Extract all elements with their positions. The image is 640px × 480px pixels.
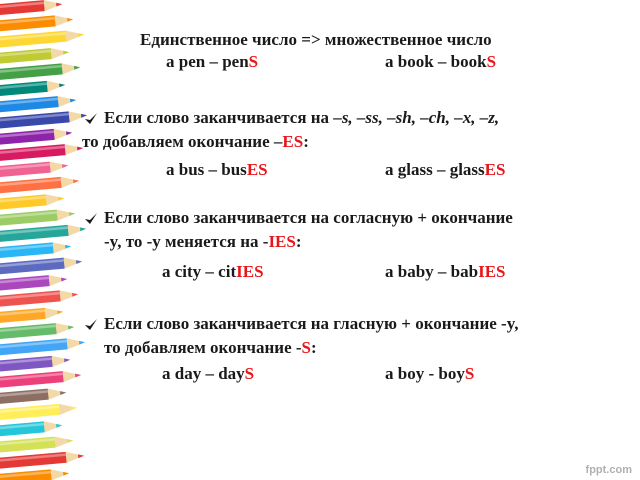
example-baby: a baby – babIES xyxy=(385,262,506,281)
pencil-icon xyxy=(0,47,70,64)
pencil-icon xyxy=(0,274,68,291)
checkmark-bullet-icon xyxy=(84,212,98,226)
example-book: a book – bookS xyxy=(385,52,497,71)
checkmark-bullet-icon xyxy=(84,318,98,332)
rule-2-line-2: -y, то -y меняется на -IES: xyxy=(104,232,302,251)
pencil-icon xyxy=(0,468,70,480)
pencil-icon xyxy=(0,14,74,32)
example-day: a day – dayS xyxy=(162,364,255,383)
rule-1-line-2: то добавляем окончание –ES: xyxy=(82,132,309,151)
pencil-icon xyxy=(0,29,85,48)
rule-2-line-1: Если слово заканчивается на согласную + окончание xyxy=(104,208,513,227)
pencil-icon xyxy=(0,110,88,129)
pencil-icon xyxy=(0,143,84,162)
checkmark-bullet-icon xyxy=(84,112,98,126)
pencil-icon xyxy=(0,241,72,258)
pencil-icon xyxy=(0,387,67,404)
pencil-icon xyxy=(0,450,85,469)
pencil-icon xyxy=(0,370,82,388)
pencil-icon xyxy=(0,95,77,113)
pencil-icon xyxy=(0,127,73,145)
example-glass: a glass – glassES xyxy=(385,160,506,179)
slide-title: Единственное число => множественное число xyxy=(140,30,492,49)
pencil-icon xyxy=(0,435,74,453)
pencil-icon xyxy=(0,193,65,210)
pencil-icon xyxy=(0,337,86,356)
pencil-icon xyxy=(0,306,64,323)
pencil-icon xyxy=(0,289,79,307)
pencil-icon xyxy=(0,256,83,274)
pencil-icon xyxy=(0,208,76,226)
pencil-icon xyxy=(0,223,87,242)
pencil-icon xyxy=(0,175,80,193)
pencil-icon xyxy=(0,62,81,80)
pencil-icon xyxy=(0,322,75,340)
rule-1-line-1: Если слово заканчивается на –s, –ss, –sh, –ch, –x, –z, xyxy=(104,108,500,127)
rule-3-line-2: то добавляем окончание -S: xyxy=(104,338,317,357)
example-bus: a bus – busES xyxy=(166,160,268,179)
example-boy: a boy - boyS xyxy=(385,364,475,383)
example-city: a city – citIES xyxy=(162,262,264,281)
pencil-icon xyxy=(0,160,69,177)
example-pen: a pen – penS xyxy=(166,52,259,71)
pencil-icon xyxy=(0,79,66,96)
colored-pencils-decoration xyxy=(0,0,90,480)
pencil-icon xyxy=(0,354,71,371)
rule-3-line-1: Если слово заканчивается на гласную + окончание -y, xyxy=(104,314,519,333)
pencil-icon xyxy=(0,0,63,15)
pencil-icon xyxy=(0,420,63,437)
watermark: fppt.com xyxy=(585,464,632,476)
pencil-icon xyxy=(0,402,78,420)
